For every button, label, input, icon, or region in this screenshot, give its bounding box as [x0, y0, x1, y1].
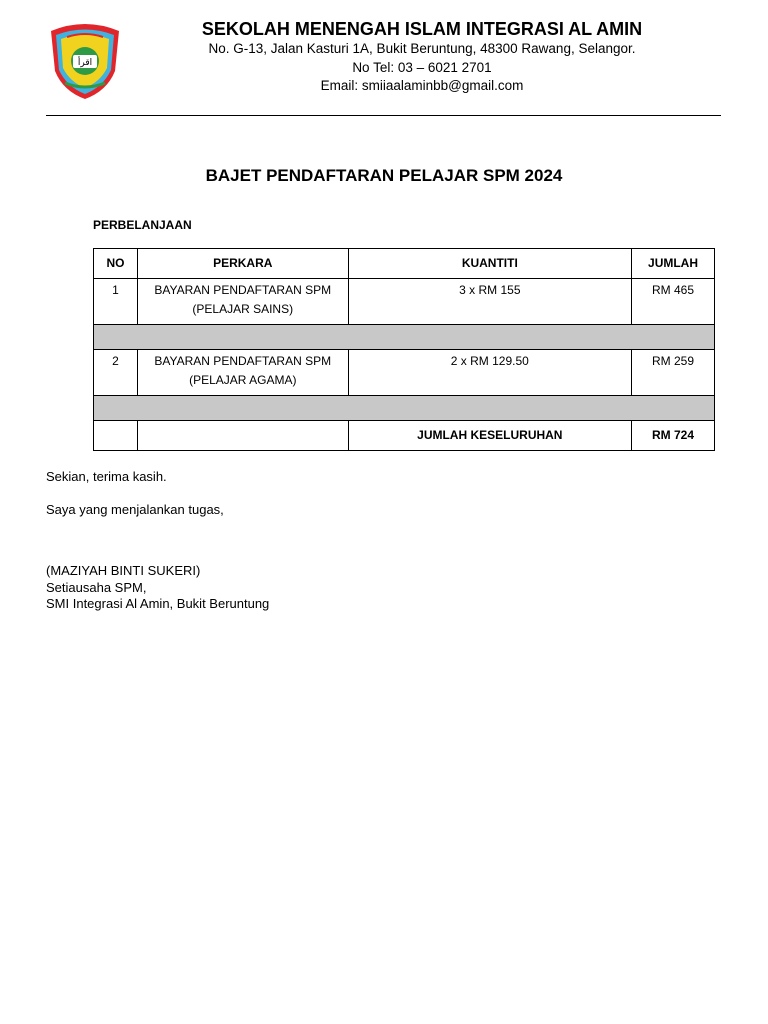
- table-header-row: [94, 249, 715, 279]
- closing-line: Sekian, terima kasih.: [46, 469, 167, 484]
- duty-line: Saya yang menjalankan tugas,: [46, 502, 224, 517]
- separator-cell: [94, 325, 715, 350]
- cell-kuantiti: 3 x RM 155: [348, 279, 631, 325]
- school-email: Email: smiiaalaminbb@gmail.com: [320, 78, 524, 93]
- budget-table: [93, 248, 715, 451]
- table-row: [94, 279, 715, 325]
- perkara-line-2: (PELAJAR SAINS): [192, 302, 294, 316]
- cell-empty: [94, 421, 138, 451]
- perkara-line-2: (PELAJAR AGAMA): [189, 373, 297, 387]
- header-no: NO: [94, 249, 138, 279]
- total-label: JUMLAH KESELURUHAN: [348, 421, 631, 451]
- logo-emblem-text: اقرأ: [77, 58, 93, 68]
- signatory-organization: SMI Integrasi Al Amin, Bukit Beruntung: [46, 596, 270, 611]
- signatory-position: Setiausaha SPM,: [46, 579, 147, 595]
- perkara-line-1: BAYARAN PENDAFTARAN SPM: [154, 283, 332, 297]
- header-divider: [46, 115, 721, 116]
- cell-perkara: [137, 279, 348, 325]
- section-label: PERBELANJAAN: [93, 218, 192, 232]
- signatory-name: (MAZIYAH BINTI SUKERI): [46, 563, 201, 578]
- cell-jumlah: RM 259: [632, 350, 715, 396]
- school-name: SEKOLAH MENENGAH ISLAM INTEGRASI AL AMIN: [201, 19, 643, 39]
- cell-kuantiti: 2 x RM 129.50: [348, 350, 631, 396]
- cell-perkara: [137, 350, 348, 396]
- school-logo: [45, 21, 125, 101]
- school-phone: No Tel: 03 – 6021 2701: [352, 59, 492, 75]
- header-kuantiti: KUANTITI: [348, 249, 631, 279]
- separator-cell: [94, 396, 715, 421]
- document-title: BAJET PENDAFTARAN PELAJAR SPM 2024: [205, 166, 563, 185]
- separator-row: [94, 396, 715, 421]
- cell-no: 1: [94, 279, 138, 325]
- separator-row: [94, 325, 715, 350]
- cell-no: 2: [94, 350, 138, 396]
- signature-block: [46, 563, 269, 613]
- total-row: [94, 421, 715, 451]
- header-jumlah: JUMLAH: [632, 249, 715, 279]
- cell-empty: [137, 421, 348, 451]
- letterhead: [150, 18, 694, 96]
- perkara-line-1: BAYARAN PENDAFTARAN SPM: [154, 354, 332, 368]
- school-crest-icon: [45, 21, 125, 101]
- total-value: RM 724: [632, 421, 715, 451]
- cell-jumlah: RM 465: [632, 279, 715, 325]
- table-row: [94, 350, 715, 396]
- header-perkara: PERKARA: [137, 249, 348, 279]
- school-address: No. G-13, Jalan Kasturi 1A, Bukit Beruntung, 48300 Rawang, Selangor.: [208, 41, 636, 56]
